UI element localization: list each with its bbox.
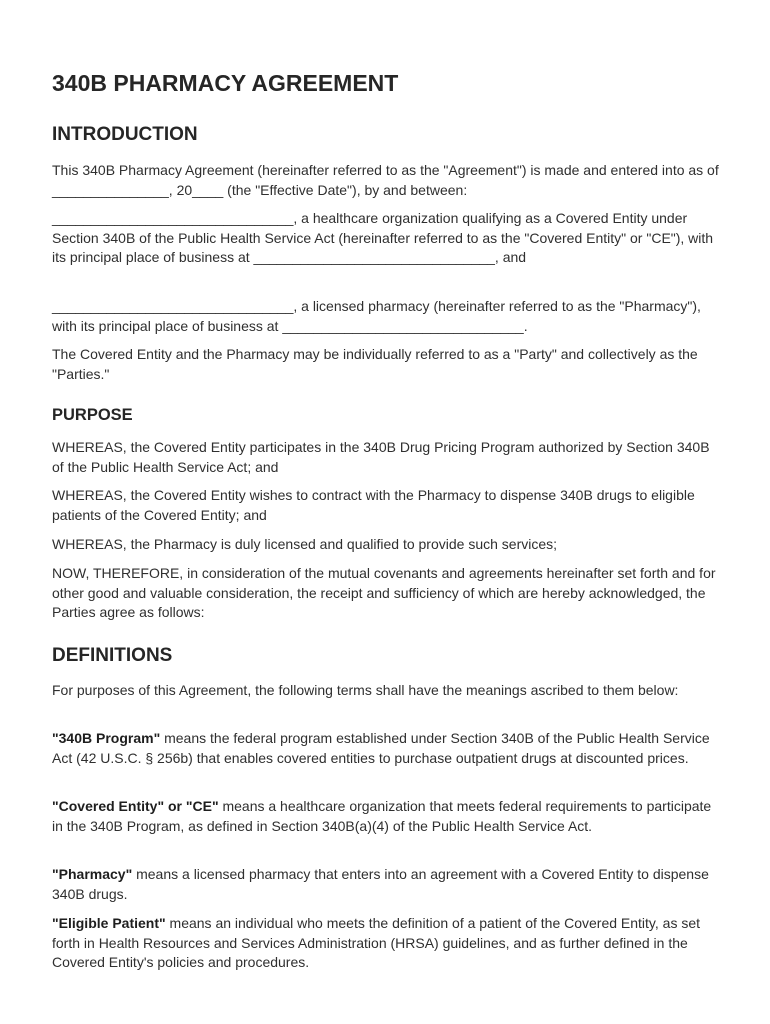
definition-text: means a healthcare organization that meets federal requirements to participate in the 340B Program, as defined in Section 340B(a)(4) of the Public Health Service Act.	[52, 798, 712, 834]
purpose-heading: PURPOSE	[52, 406, 133, 424]
now-therefore-paragraph: NOW, THEREFORE, in consideration of the mutual covenants and agreements hereinafter set forth and for other good and valuable consideration, the receipt and sufficiency of which are hereby acknowledged, the Parties agree as follows:	[52, 565, 716, 620]
definitions-intro: For purposes of this Agreement, the following terms shall have the meanings ascribed to them below:	[52, 682, 679, 698]
definition-pharmacy	[52, 865, 720, 904]
definition-text: means an individual who meets the definition of a patient of the Covered Entity, as set forth in Health Resources and Services Administration (HRSA) guidelines, and as further defined in the Covered Entity's policies and procedures.	[52, 915, 701, 970]
introduction-paragraph: This 340B Pharmacy Agreement (hereinafter referred to as the "Agreement") is made and entered into as of _______________, 20____ (the "Effective Date"), by and between:	[52, 162, 719, 198]
introduction-heading: INTRODUCTION	[52, 124, 198, 145]
definition-eligible-patient	[52, 914, 720, 973]
definition-covered-entity	[52, 797, 720, 836]
pharmacy-party-paragraph: _______________________________, a licensed pharmacy (hereinafter referred to as the "Pharmacy"), with its principal place of business at _______________________________.	[52, 298, 701, 334]
covered-entity-party-paragraph: _______________________________, a healthcare organization qualifying as a Covered Entity under Section 340B of the Public Health Service Act (hereinafter referred to as the "Covered Entity" or "CE"), with its principal place of business at _______________________________, and	[52, 210, 714, 265]
whereas-paragraph-3: WHEREAS, the Pharmacy is duly licensed and qualified to provide such services;	[52, 536, 558, 552]
definition-term: "Pharmacy"	[52, 866, 133, 882]
definition-340b-program	[52, 729, 720, 768]
document-title: 340B PHARMACY AGREEMENT	[52, 70, 399, 96]
parties-definition-paragraph: The Covered Entity and the Pharmacy may be individually referred to as a "Party" and collectively as the "Parties."	[52, 346, 698, 382]
whereas-paragraph-2: WHEREAS, the Covered Entity wishes to contract with the Pharmacy to dispense 340B drugs to eligible patients of the Covered Entity; and	[52, 487, 695, 523]
definition-term: "Eligible Patient"	[52, 915, 166, 931]
definition-text: means the federal program established under Section 340B of the Public Health Service Act (42 U.S.C. § 256b) that enables covered entities to purchase outpatient drugs at discounted prices.	[52, 730, 710, 766]
definition-term: "Covered Entity" or "CE"	[52, 798, 219, 814]
definitions-heading: DEFINITIONS	[52, 645, 173, 666]
definition-term: "340B Program"	[52, 730, 161, 746]
whereas-paragraph-1: WHEREAS, the Covered Entity participates in the 340B Drug Pricing Program authorized by Section 340B of the Public Health Service Act; and	[52, 439, 710, 475]
definition-text: means a licensed pharmacy that enters into an agreement with a Covered Entity to dispense 340B drugs.	[52, 866, 709, 902]
